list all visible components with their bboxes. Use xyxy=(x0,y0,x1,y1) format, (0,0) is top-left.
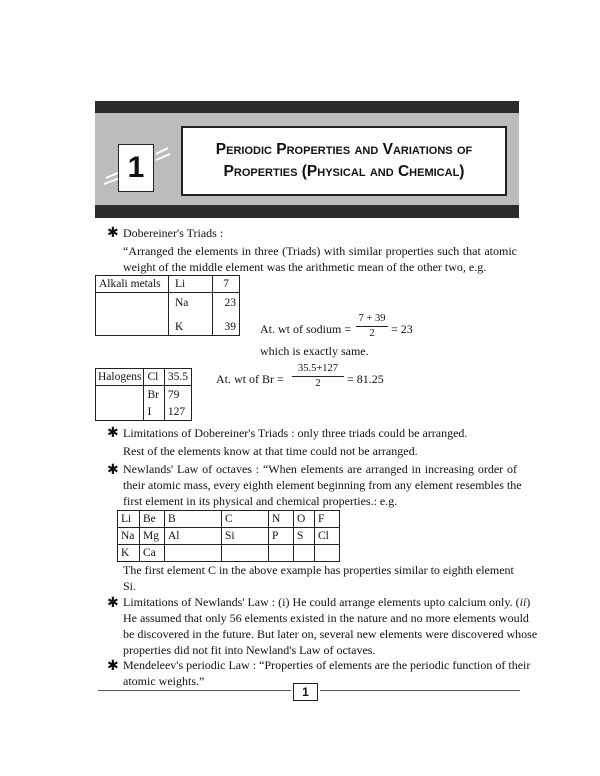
br-fraction xyxy=(292,363,344,390)
table-cell: B xyxy=(165,511,222,528)
table-cell: S xyxy=(294,528,315,545)
table-cell: Na xyxy=(169,293,213,314)
table-cell: Cl xyxy=(315,528,340,545)
bullet-star-icon: ✱ xyxy=(107,225,119,241)
br-numerator: 35.5+127 xyxy=(297,363,339,374)
closing-paren: ) xyxy=(526,595,531,609)
banner-top-bar xyxy=(95,101,519,113)
table-cell: Br xyxy=(144,386,164,405)
table-cell: 23 xyxy=(213,293,240,314)
table-cell: Na xyxy=(118,528,140,545)
table-cell xyxy=(294,545,315,562)
dobereiner-intro-line-2: weight of the middle element was the arithmetic mean of the other two, e.g. xyxy=(123,260,487,274)
table-cell: 39 xyxy=(213,313,240,336)
limitations-newlands-text: Limitations of Newlands' Law : (i) He could arrange elements upto calcium only. ( xyxy=(123,595,520,609)
chapter-title xyxy=(181,126,507,196)
table-cell: Li xyxy=(118,511,140,528)
limitations-newlands-line-3: be discovered in the future. But later on, several new elements were discovered whose xyxy=(123,627,538,641)
limitations-newlands-line-1 xyxy=(123,594,531,610)
table-cell: Mg xyxy=(140,528,165,545)
table-cell: 35.5 xyxy=(164,369,191,386)
table-cell: Ca xyxy=(140,545,165,562)
limitations-dobereiner-line-1: Limitations of Dobereiner's Triads : only three triads could be arranged. xyxy=(123,426,468,440)
br-formula-label: At. wt of Br = xyxy=(216,372,284,386)
table-cell xyxy=(269,545,294,562)
br-denominator: 2 xyxy=(315,378,321,389)
table-cell xyxy=(96,386,144,421)
limitations-dobereiner-line-2: Rest of the elements know at that time could not be arranged. xyxy=(123,444,418,458)
table-cell xyxy=(96,293,169,336)
chapter-number: 1 xyxy=(118,144,154,192)
table-cell: Halogens xyxy=(96,369,144,386)
bullet-star-icon: ✱ xyxy=(107,595,119,611)
table-cell: P xyxy=(269,528,294,545)
alkali-metals-table xyxy=(95,275,240,336)
sodium-formula-label: At. wt of sodium = xyxy=(260,322,352,336)
bullet-star-icon: ✱ xyxy=(107,425,119,441)
limitations-newlands-line-4: properties did not fit into Newland's Law of octaves. xyxy=(123,643,376,657)
dobereiner-intro-line-1: “Arranged the elements in three (Triads) with similar properties such that atomic xyxy=(123,244,517,258)
chapter-title-line-1: Periodic Properties and Variations of xyxy=(215,141,473,158)
newlands-line-2: their atomic mass, every eighth element beginning from any element resembles the xyxy=(123,478,522,492)
sodium-denominator: 2 xyxy=(369,328,375,339)
newlands-line-1: Newlands' Law of octaves : “When elements are arranged in increasing order of xyxy=(123,462,517,476)
sodium-numerator: 7 + 39 xyxy=(358,313,386,324)
table-cell: K xyxy=(118,545,140,562)
table-cell: I xyxy=(144,404,164,421)
mendeleev-line-1: Mendeleev's periodic Law : “Properties of elements are the periodic function of their xyxy=(123,658,531,672)
table-cell: Be xyxy=(140,511,165,528)
newlands-line-3: first element in its physical and chemical properties.: e.g. xyxy=(123,494,398,508)
br-result: = 81.25 xyxy=(347,372,384,386)
table-cell xyxy=(315,545,340,562)
table-cell: Si xyxy=(222,528,269,545)
table-cell xyxy=(222,545,269,562)
table-cell: Al xyxy=(165,528,222,545)
table-cell: Li xyxy=(169,276,213,293)
bullet-star-icon: ✱ xyxy=(107,658,119,674)
table-cell: N xyxy=(269,511,294,528)
exact-note: which is exactly same. xyxy=(260,344,369,358)
limitations-newlands-line-2: He assumed that only 56 elements existed in the nature and no more elements would xyxy=(123,611,529,625)
sodium-fraction xyxy=(356,313,388,340)
table-cell: C xyxy=(222,511,269,528)
halogens-table xyxy=(95,368,192,421)
newlands-note-line-2: Si. xyxy=(123,579,137,593)
newlands-note-line-1: The first element C in the above example has properties similar to eighth element xyxy=(123,563,514,577)
table-cell: O xyxy=(294,511,315,528)
roman-numeral: ii xyxy=(519,595,527,609)
banner-bottom-bar xyxy=(95,205,519,218)
table-cell: 127 xyxy=(164,404,191,421)
sodium-result: = 23 xyxy=(391,322,413,336)
table-cell: K xyxy=(169,313,213,336)
table-cell xyxy=(165,545,222,562)
dobereiner-heading: Dobereiner's Triads : xyxy=(123,226,224,240)
page-number: 1 xyxy=(293,683,318,701)
bullet-star-icon: ✱ xyxy=(107,462,119,478)
table-cell: Alkali metals xyxy=(96,276,169,293)
table-cell: 7 xyxy=(213,276,240,293)
chapter-title-line-2: Properties (Physical and Chemical) xyxy=(223,163,465,180)
table-cell: 79 xyxy=(164,386,191,405)
mendeleev-line-2: atomic weights.” xyxy=(123,674,205,688)
newlands-octave-table xyxy=(117,510,340,562)
table-cell: Cl xyxy=(144,369,164,386)
table-cell: F xyxy=(315,511,340,528)
